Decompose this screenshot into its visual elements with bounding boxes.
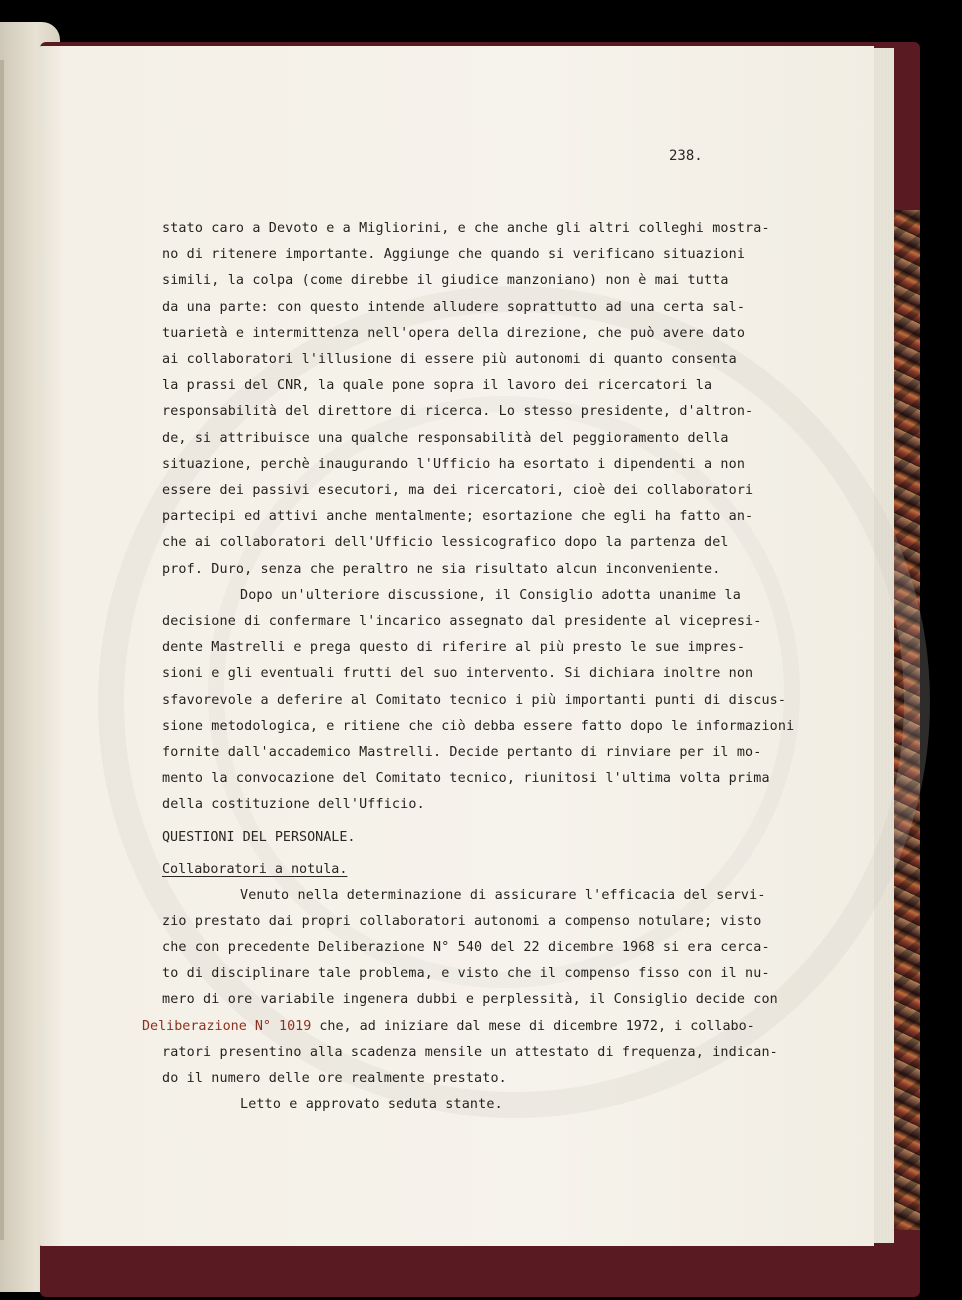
paragraph-3-first-line: Venuto nella determinazione di assicurare l'efficacia del servi-: [240, 887, 766, 903]
text-line: situazione, perchè inaugurando l'Ufficio ha esortato i dipendenti a non: [162, 456, 746, 472]
text-line: responsabilità del direttore di ricerca. Lo stesso presidente, d'altron-: [162, 404, 754, 420]
text-line: che ai collaboratori dell'Ufficio lessicografico dopo la partenza del: [162, 535, 729, 551]
text-line: ai collaboratori l'illusione di essere più autonomi di quanto consenta: [162, 352, 737, 368]
text-line: partecipi ed attivi anche mentalmente; esortazione che egli ha fatto an-: [162, 509, 754, 525]
text-line: sione metodologica, e ritiene che ciò debba essere fatto dopo le informazioni: [162, 718, 795, 734]
body-text: [162, 216, 795, 1119]
text-line: do il numero delle ore realmente prestato.: [162, 1071, 507, 1087]
text-line: to di disciplinare tale problema, e visto che il compenso fisso con il nu-: [162, 966, 770, 982]
text-line: stato caro a Devoto e a Migliorini, e che anche gli altri colleghi mostra-: [162, 221, 770, 236]
text-line: simili, la colpa (come direbbe il giudice manzoniano) non è mai tutta: [162, 273, 729, 289]
deliberation-reference: Deliberazione N° 1019: [142, 1018, 312, 1034]
text-line: dente Mastrelli e prega questo di riferire al più presto le sue impres-: [162, 640, 746, 656]
subsection-heading: Collaboratori a notula.: [162, 861, 348, 877]
paragraph-2-first-line: Dopo un'ulteriore discussione, il Consiglio adotta unanime la: [240, 587, 741, 603]
text-line: fornite dall'accademico Mastrelli. Decide pertanto di rinviare per il mo-: [162, 745, 762, 761]
text-line: che con precedente Deliberazione N° 540 del 22 dicembre 1968 si era cerca-: [162, 940, 770, 956]
text-line: tuarietà e intermittenza nell'opera della direzione, che può avere dato: [162, 325, 746, 341]
paragraph-2: [162, 609, 795, 819]
section-heading: QUESTIONI DEL PERSONALE.: [162, 829, 356, 845]
text-line: ratori presentino alla scadenza mensile un attestato di frequenza, indican-: [162, 1044, 778, 1060]
text-line: decisione di confermare l'incarico assegnato dal presidente al vicepresi-: [162, 614, 762, 630]
text-line: della costituzione dell'Ufficio.: [162, 797, 425, 813]
paragraph-1: [162, 216, 770, 583]
paragraph-3-end: [162, 1040, 778, 1092]
previous-page-shadow: [0, 60, 4, 1240]
text-line: sioni e gli eventuali frutti del suo intervento. Si dichiara inoltre non: [162, 666, 754, 682]
text-line: mento la convocazione del Comitato tecnico, riunitosi l'ultima volta prima: [162, 771, 770, 787]
text-line: la prassi del CNR, la quale pone sopra il lavoro dei ricercatori la: [162, 378, 713, 394]
text-line: no di ritenere importante. Aggiunge che quando si verificano situazioni: [162, 247, 746, 263]
closing-line: Letto e approvato seduta stante.: [240, 1097, 503, 1113]
margin-note: [142, 1014, 755, 1040]
text-line: de, si attribuisce una qualche responsabilità del peggioramento della: [162, 430, 729, 446]
text-line: sfavorevole a deferire al Comitato tecnico i più importanti punti di discus-: [162, 692, 787, 708]
text-line: zio prestato dai propri collaboratori autonomi a compenso notulare; visto: [162, 913, 762, 929]
paragraph-3: [162, 909, 778, 1014]
page-number: 238.: [669, 148, 703, 164]
text-line: prof. Duro, senza che peraltro ne sia risultato alcun inconveniente.: [162, 561, 721, 577]
text-line: da una parte: con questo intende alludere soprattutto ad una certa sal-: [162, 299, 746, 315]
text-line: mero di ore variabile ingenera dubbi e perplessità, il Consiglio decide con: [162, 992, 778, 1008]
text-line: essere dei passivi esecutori, ma dei ricercatori, cioè dei collaboratori: [162, 483, 754, 499]
note-line-text: che, ad iniziare dal mese di dicembre 1972, i collabo-: [319, 1018, 755, 1034]
